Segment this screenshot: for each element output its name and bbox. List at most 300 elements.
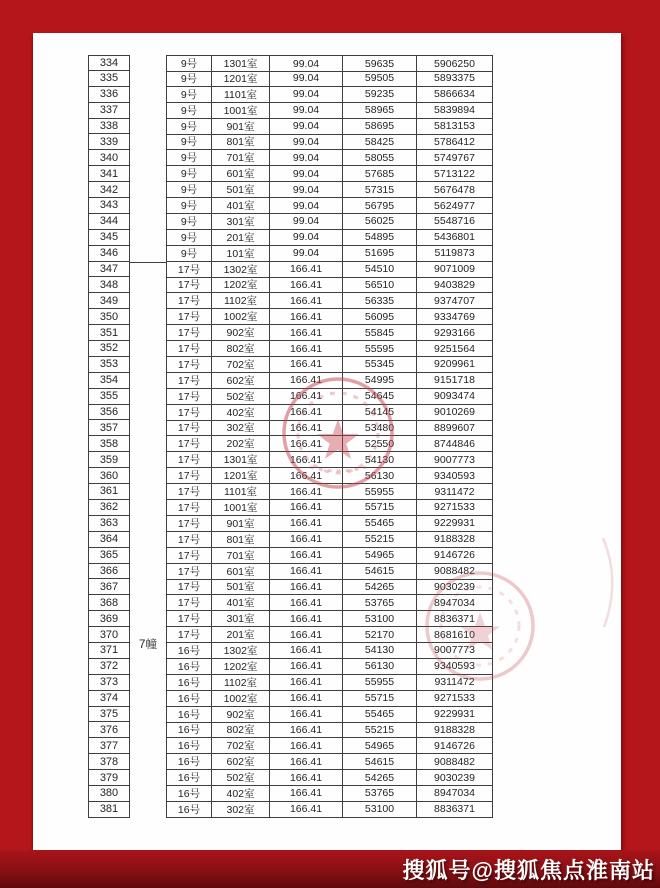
row-number-cell: 345 [88, 230, 130, 246]
table-row [167, 595, 494, 611]
table-cell: 99.04 [270, 166, 343, 182]
table-cell: 54615 [343, 754, 417, 770]
table-row [167, 166, 494, 182]
table-cell: 99.04 [270, 87, 343, 103]
table-cell: 17号 [167, 325, 212, 341]
table-row [167, 134, 494, 150]
table-row [167, 150, 494, 166]
table-cell: 501室 [212, 579, 270, 595]
table-cell: 9209961 [417, 357, 493, 373]
table-cell: 1301室 [212, 452, 270, 468]
row-number-cell: 373 [88, 675, 130, 691]
table-cell: 54615 [343, 564, 417, 580]
row-number-cell: 340 [88, 150, 130, 166]
table-cell: 8947034 [417, 595, 493, 611]
table-row [167, 309, 494, 325]
table-cell: 301室 [212, 214, 270, 230]
table-cell: 54645 [343, 389, 417, 405]
table-cell: 166.41 [270, 516, 343, 532]
table-cell: 58055 [343, 150, 417, 166]
row-number-cell: 378 [88, 754, 130, 770]
table-cell: 17号 [167, 357, 212, 373]
table-cell: 166.41 [270, 707, 343, 723]
table-cell: 56130 [343, 659, 417, 675]
row-number-cell: 367 [88, 579, 130, 595]
row-number-cell: 377 [88, 738, 130, 754]
table-cell: 16号 [167, 722, 212, 738]
table-cell: 5813153 [417, 119, 493, 135]
table-cell: 166.41 [270, 262, 343, 278]
table-row [167, 564, 494, 580]
row-number-cell: 342 [88, 182, 130, 198]
row-number-cell: 357 [88, 420, 130, 436]
table-row [167, 246, 494, 262]
table-cell: 901室 [212, 516, 270, 532]
table-cell: 59635 [343, 55, 417, 72]
table-cell: 17号 [167, 532, 212, 548]
table-row [167, 341, 494, 357]
table-cell: 1301室 [212, 55, 270, 72]
table-cell: 166.41 [270, 341, 343, 357]
table-cell: 99.04 [270, 119, 343, 135]
table-cell: 9151718 [417, 373, 493, 389]
table-cell: 301室 [212, 611, 270, 627]
row-number-cell: 349 [88, 293, 130, 309]
table-cell: 166.41 [270, 722, 343, 738]
table-cell: 9188328 [417, 532, 493, 548]
table-cell: 99.04 [270, 55, 343, 72]
row-number-cell: 366 [88, 564, 130, 580]
row-number-cell: 348 [88, 277, 130, 293]
table-cell: 1001室 [212, 103, 270, 119]
table-cell: 53765 [343, 786, 417, 802]
table-cell: 9229931 [417, 707, 493, 723]
table-cell: 9号 [167, 119, 212, 135]
table-cell: 17号 [167, 436, 212, 452]
table-cell: 166.41 [270, 659, 343, 675]
table-cell: 166.41 [270, 754, 343, 770]
row-number-cell: 351 [88, 325, 130, 341]
table-cell: 702室 [212, 738, 270, 754]
table-cell: 55345 [343, 357, 417, 373]
table-cell: 17号 [167, 262, 212, 278]
table-cell: 166.41 [270, 579, 343, 595]
table-row [167, 754, 494, 770]
table-cell: 9146726 [417, 738, 493, 754]
table-cell: 17号 [167, 595, 212, 611]
table-cell: 17号 [167, 548, 212, 564]
row-number-cell: 344 [88, 214, 130, 230]
table-cell: 9340593 [417, 468, 493, 484]
table-cell: 1101室 [212, 484, 270, 500]
row-number-cell: 350 [88, 309, 130, 325]
table-cell: 1101室 [212, 87, 270, 103]
faint-stamp-arc [603, 538, 612, 627]
table-row [167, 802, 494, 818]
row-number-cell: 368 [88, 595, 130, 611]
table-row [167, 357, 494, 373]
table-cell: 701室 [212, 150, 270, 166]
table-cell: 53100 [343, 611, 417, 627]
table-cell: 166.41 [270, 627, 343, 643]
table-cell: 17号 [167, 468, 212, 484]
table-cell: 166.41 [270, 293, 343, 309]
table-cell: 9号 [167, 71, 212, 87]
table-cell: 17号 [167, 389, 212, 405]
table-row [167, 230, 494, 246]
table-cell: 53100 [343, 802, 417, 818]
table-cell: 166.41 [270, 309, 343, 325]
table-cell: 59235 [343, 87, 417, 103]
table-cell: 1002室 [212, 691, 270, 707]
table-cell: 9093474 [417, 389, 493, 405]
table-cell: 166.41 [270, 770, 343, 786]
table-cell: 9007773 [417, 643, 493, 659]
table-cell: 9271533 [417, 500, 493, 516]
table-cell: 166.41 [270, 357, 343, 373]
table-row [167, 198, 494, 214]
table-cell: 1201室 [212, 468, 270, 484]
table-cell: 166.41 [270, 484, 343, 500]
table-cell: 17号 [167, 452, 212, 468]
table-cell: 9号 [167, 246, 212, 262]
table-cell: 9229931 [417, 516, 493, 532]
table-row [167, 373, 494, 389]
table-cell: 16号 [167, 738, 212, 754]
table-cell: 54965 [343, 738, 417, 754]
table-cell: 17号 [167, 309, 212, 325]
table-cell: 56795 [343, 198, 417, 214]
table-cell: 56335 [343, 293, 417, 309]
table-row [167, 405, 494, 421]
table-cell: 166.41 [270, 532, 343, 548]
table-cell: 54995 [343, 373, 417, 389]
table-row [167, 659, 494, 675]
table-row [167, 119, 494, 135]
table-cell: 99.04 [270, 71, 343, 87]
table-cell: 57315 [343, 182, 417, 198]
row-number-cell: 365 [88, 548, 130, 564]
table-cell: 202室 [212, 436, 270, 452]
table-row [167, 103, 494, 119]
table-cell: 5713122 [417, 166, 493, 182]
table-cell: 51695 [343, 246, 417, 262]
row-number-cell: 374 [88, 691, 130, 707]
table-cell: 602室 [212, 754, 270, 770]
table-row [167, 611, 494, 627]
table-cell: 17号 [167, 420, 212, 436]
table-cell: 9号 [167, 166, 212, 182]
table-cell: 601室 [212, 166, 270, 182]
table-cell: 17号 [167, 611, 212, 627]
table-row [167, 707, 494, 723]
table-cell: 55955 [343, 484, 417, 500]
table-cell: 16号 [167, 770, 212, 786]
table-cell: 166.41 [270, 325, 343, 341]
table-cell: 55955 [343, 675, 417, 691]
table-row [167, 55, 494, 71]
table-cell: 16号 [167, 675, 212, 691]
table-cell: 5839894 [417, 103, 493, 119]
table-cell: 701室 [212, 548, 270, 564]
row-number-cell: 343 [88, 198, 130, 214]
table-cell: 54265 [343, 770, 417, 786]
row-number-cell: 353 [88, 357, 130, 373]
row-number-cell: 341 [88, 166, 130, 182]
table-row [167, 675, 494, 691]
table-cell: 9号 [167, 87, 212, 103]
table-cell: 58695 [343, 119, 417, 135]
table-cell: 9088482 [417, 754, 493, 770]
table-cell: 166.41 [270, 389, 343, 405]
row-number-cell: 375 [88, 707, 130, 723]
table-cell: 52170 [343, 627, 417, 643]
table-cell: 702室 [212, 357, 270, 373]
table-cell: 302室 [212, 420, 270, 436]
table-cell: 57685 [343, 166, 417, 182]
table-cell: 1302室 [212, 643, 270, 659]
table-cell: 55595 [343, 341, 417, 357]
table-cell: 17号 [167, 500, 212, 516]
table-cell: 8836371 [417, 611, 493, 627]
row-number-cell: 355 [88, 389, 130, 405]
table-row [167, 71, 494, 87]
table-cell: 402室 [212, 405, 270, 421]
table-cell: 9号 [167, 55, 212, 72]
table-cell: 166.41 [270, 595, 343, 611]
table-cell: 8681610 [417, 627, 493, 643]
table-cell: 9311472 [417, 675, 493, 691]
table-cell: 166.41 [270, 548, 343, 564]
table-row [167, 325, 494, 341]
row-number-cell: 364 [88, 532, 130, 548]
table-cell: 166.41 [270, 500, 343, 516]
table-cell: 54130 [343, 452, 417, 468]
table-cell: 166.41 [270, 786, 343, 802]
table-row [167, 293, 494, 309]
table-cell: 55465 [343, 516, 417, 532]
table-cell: 502室 [212, 389, 270, 405]
table-cell: 55715 [343, 691, 417, 707]
table-cell: 56510 [343, 277, 417, 293]
table-cell: 502室 [212, 770, 270, 786]
table-row [167, 786, 494, 802]
row-number-cell: 361 [88, 484, 130, 500]
table-cell: 9403829 [417, 277, 493, 293]
table-cell: 99.04 [270, 103, 343, 119]
table-cell: 5906250 [417, 55, 493, 72]
table-cell: 9071009 [417, 262, 493, 278]
row-number-cell: 359 [88, 452, 130, 468]
table-cell: 52550 [343, 436, 417, 452]
table-cell: 56095 [343, 309, 417, 325]
table-cell: 1202室 [212, 659, 270, 675]
building-column-divider [130, 262, 166, 263]
table-cell: 9030239 [417, 770, 493, 786]
table-cell: 402室 [212, 786, 270, 802]
table-row [167, 770, 494, 786]
table-cell: 16号 [167, 691, 212, 707]
table-cell: 1102室 [212, 675, 270, 691]
table-cell: 5866634 [417, 87, 493, 103]
table-cell: 99.04 [270, 198, 343, 214]
row-number-cell: 337 [88, 103, 130, 119]
footer-band [0, 850, 660, 888]
table-cell: 9188328 [417, 722, 493, 738]
table-cell: 1302室 [212, 262, 270, 278]
table-cell: 401室 [212, 198, 270, 214]
sohu-watermark: 搜狐号@搜狐焦点淮南站 [402, 857, 655, 883]
row-number-cell: 356 [88, 405, 130, 421]
table-cell: 8899607 [417, 420, 493, 436]
row-number-cell: 379 [88, 770, 130, 786]
table-cell: 166.41 [270, 452, 343, 468]
row-number-cell: 358 [88, 436, 130, 452]
table-cell: 166.41 [270, 436, 343, 452]
row-number-column [88, 55, 130, 818]
table-cell: 99.04 [270, 214, 343, 230]
table-cell: 1002室 [212, 309, 270, 325]
table-cell: 9146726 [417, 548, 493, 564]
table-cell: 1202室 [212, 277, 270, 293]
row-number-cell: 336 [88, 87, 130, 103]
row-number-cell: 360 [88, 468, 130, 484]
table-cell: 5749767 [417, 150, 493, 166]
building-label: 7幢 [139, 639, 157, 651]
table-row [167, 262, 494, 278]
table-cell: 9374707 [417, 293, 493, 309]
table-cell: 8836371 [417, 802, 493, 818]
table-cell: 9号 [167, 198, 212, 214]
table-cell: 16号 [167, 707, 212, 723]
table-cell: 9030239 [417, 579, 493, 595]
row-number-cell: 352 [88, 341, 130, 357]
row-number-cell: 338 [88, 119, 130, 135]
table-cell: 1001室 [212, 500, 270, 516]
table-cell: 5786412 [417, 134, 493, 150]
table-cell: 17号 [167, 293, 212, 309]
row-number-cell: 380 [88, 786, 130, 802]
table-row [167, 579, 494, 595]
table-cell: 16号 [167, 786, 212, 802]
table-cell: 166.41 [270, 564, 343, 580]
table-cell: 802室 [212, 341, 270, 357]
table-cell: 9293166 [417, 325, 493, 341]
table-cell: 54965 [343, 548, 417, 564]
table-cell: 801室 [212, 532, 270, 548]
table-row [167, 87, 494, 103]
table-cell: 1102室 [212, 293, 270, 309]
table-cell: 166.41 [270, 675, 343, 691]
table-cell: 58965 [343, 103, 417, 119]
table-cell: 5119873 [417, 246, 493, 262]
table-cell: 8744846 [417, 436, 493, 452]
table-cell: 166.41 [270, 277, 343, 293]
row-number-cell: 335 [88, 71, 130, 87]
table-row [167, 420, 494, 436]
table-cell: 9251564 [417, 341, 493, 357]
table-cell: 9088482 [417, 564, 493, 580]
table-cell: 55215 [343, 532, 417, 548]
table-row [167, 277, 494, 293]
table-cell: 54265 [343, 579, 417, 595]
table-cell: 9010269 [417, 405, 493, 421]
table-cell: 166.41 [270, 738, 343, 754]
table-cell: 5624977 [417, 198, 493, 214]
table-cell: 302室 [212, 802, 270, 818]
table-cell: 17号 [167, 627, 212, 643]
table-cell: 902室 [212, 325, 270, 341]
table-row [167, 484, 494, 500]
row-number-cell: 347 [88, 262, 130, 278]
row-number-cell: 372 [88, 659, 130, 675]
row-number-cell: 381 [88, 802, 130, 818]
row-number-cell: 369 [88, 611, 130, 627]
table-cell: 201室 [212, 230, 270, 246]
table-cell: 9007773 [417, 452, 493, 468]
table-row [167, 691, 494, 707]
table-cell: 54895 [343, 230, 417, 246]
table-cell: 17号 [167, 579, 212, 595]
table-cell: 166.41 [270, 643, 343, 659]
table-cell: 99.04 [270, 182, 343, 198]
table-cell: 166.41 [270, 420, 343, 436]
table-cell: 16号 [167, 643, 212, 659]
table-cell: 55215 [343, 722, 417, 738]
document-page [33, 33, 621, 850]
row-number-cell: 339 [88, 134, 130, 150]
table-cell: 59505 [343, 71, 417, 87]
table-cell: 902室 [212, 707, 270, 723]
table-cell: 401室 [212, 595, 270, 611]
table-row [167, 468, 494, 484]
table-cell: 166.41 [270, 611, 343, 627]
row-number-cell: 363 [88, 516, 130, 532]
table-row [167, 452, 494, 468]
table-row [167, 389, 494, 405]
row-number-cell: 346 [88, 246, 130, 262]
row-number-cell: 362 [88, 500, 130, 516]
table-cell: 601室 [212, 564, 270, 580]
table-row [167, 643, 494, 659]
table-row [167, 548, 494, 564]
table-cell: 901室 [212, 119, 270, 135]
row-number-cell: 370 [88, 627, 130, 643]
table-cell: 99.04 [270, 246, 343, 262]
table-cell: 8947034 [417, 786, 493, 802]
table-cell: 9340593 [417, 659, 493, 675]
table-cell: 166.41 [270, 405, 343, 421]
table-row [167, 738, 494, 754]
table-cell: 9号 [167, 182, 212, 198]
row-number-cell: 376 [88, 722, 130, 738]
row-number-cell: 334 [88, 55, 130, 71]
table-cell: 9号 [167, 134, 212, 150]
table-cell: 5548716 [417, 214, 493, 230]
table-cell: 53480 [343, 420, 417, 436]
table-cell: 99.04 [270, 150, 343, 166]
table-cell: 17号 [167, 405, 212, 421]
table-cell: 99.04 [270, 134, 343, 150]
table-cell: 801室 [212, 134, 270, 150]
table-cell: 9号 [167, 103, 212, 119]
table-cell: 17号 [167, 277, 212, 293]
table-cell: 1201室 [212, 71, 270, 87]
table-cell: 17号 [167, 516, 212, 532]
table-cell: 55715 [343, 500, 417, 516]
table-cell: 16号 [167, 659, 212, 675]
table-cell: 201室 [212, 627, 270, 643]
